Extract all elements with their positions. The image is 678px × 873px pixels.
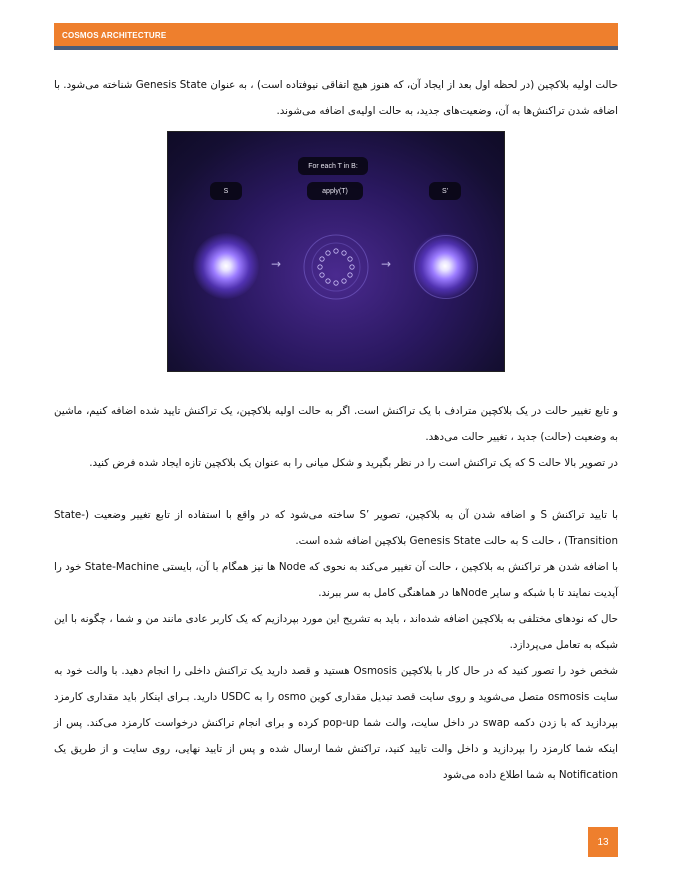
header-divider [54, 46, 618, 50]
apply-label: apply(T) [322, 187, 348, 195]
state-s-box [210, 182, 242, 200]
paragraph-state-function: و تابع تغییر حالت در یک بلاکچین مترادف با یک تراکنش است. اگر به حالت اولیه بلاکچین، یک تراکنش تایید شده اضافه کنیم، ماشین به وضعیت (حالت) جدید ، تغییر حالت می‌دهد. [54, 405, 618, 443]
state-s-prime-ring [414, 235, 478, 299]
page-number: 13 [597, 836, 609, 848]
state-s-label: S [223, 187, 229, 195]
foreach-box [298, 157, 368, 175]
state-s-prime-label: S' [441, 187, 448, 195]
arrow-right-icon: → [271, 257, 282, 271]
header-bar [54, 23, 618, 50]
state-s-prime-box [429, 182, 461, 200]
arrow-right-icon: → [381, 257, 392, 271]
paragraph-user-interaction: حال که نودهای مختلفی به بلاکچین اضافه شده‌اند ، باید به تشریح این مورد بپردازیم که یک کاربر عادی مانند من و شما ، چگونه با این شبکه به تعامل می‌پردازد. [54, 613, 618, 651]
paragraph-transition: با تایید تراکنش S و اضافه شدن آن به بلاکچین، تصویر ’S ساخته می‌شود که در واقع با استفاده از تابع تغییر وضعیت (State-Transition) ، حالت S به حالت Genesis State بلاکچین اضافه شده است. [54, 509, 618, 547]
header-title: COSMOS ARCHITECTURE [62, 31, 167, 40]
apply-box [307, 182, 363, 200]
paragraph-nodes-update: با اضافه شدن هر تراکنش به بلاکچین ، حالت آن تغییر می‌کند به نحوی که Node ها نیز همگام با آن، بایستی State-Machine خود را آپدیت نمایند تا با شبکه و سایر Nodeها در هماهنگی کامل به سر ببرند. [54, 561, 618, 599]
paragraph-osmosis-example: شخص خود را تصور کنید که در حال کار با بلاکچین Osmosis هستید و قصد دارید یک تراکنش داخلی را انجام دهید. با والت خود به سایت osmosis متصل می‌شوید و روی سایت قصد تبدیل مقداری کوین osmo را به USDC دارید. بـرای اینکار باید مقداری کارمزد بپردازید که با زدن دکمه swap در داخل سایت، والت شما pop-up کرده و برای انجام تراکنش درخواست کارمزد می‌کند. پس از اینکه شما کارمزد را بپردازید و داخل والت تایید کنید، تراکنش شما ارسال شده و پس از تایید نهایی، روی سایت و از طریق یک Notification به شما اطلاع داده می‌شود [54, 665, 619, 781]
paragraph-image-explain: در تصویر بالا حالت S که یک تراکنش است را در نظر بگیرید و شکل میانی را به عنوان یک بلاکچین تازه ایجاد شده فرض کنید. [89, 457, 618, 469]
foreach-label: For each T in B: [308, 162, 358, 170]
state-transition-figure [167, 131, 505, 372]
blockchain-ring-icon [301, 232, 371, 302]
page-number-box [588, 827, 618, 857]
paragraph-genesis: حالت اولیه بلاکچین (در لحظه اول بعد از ایجاد آن، که هنوز هیچ اتفاقی نیوفتاده است) ، به عنوان Genesis State شناخته می‌شود. با اضافه شدن تراکنش‌ها به آن، وضعیت‌های جدید، به حالت اولیه‌ی اضافه می‌شوند. [54, 79, 618, 117]
state-s-glow [193, 233, 259, 299]
